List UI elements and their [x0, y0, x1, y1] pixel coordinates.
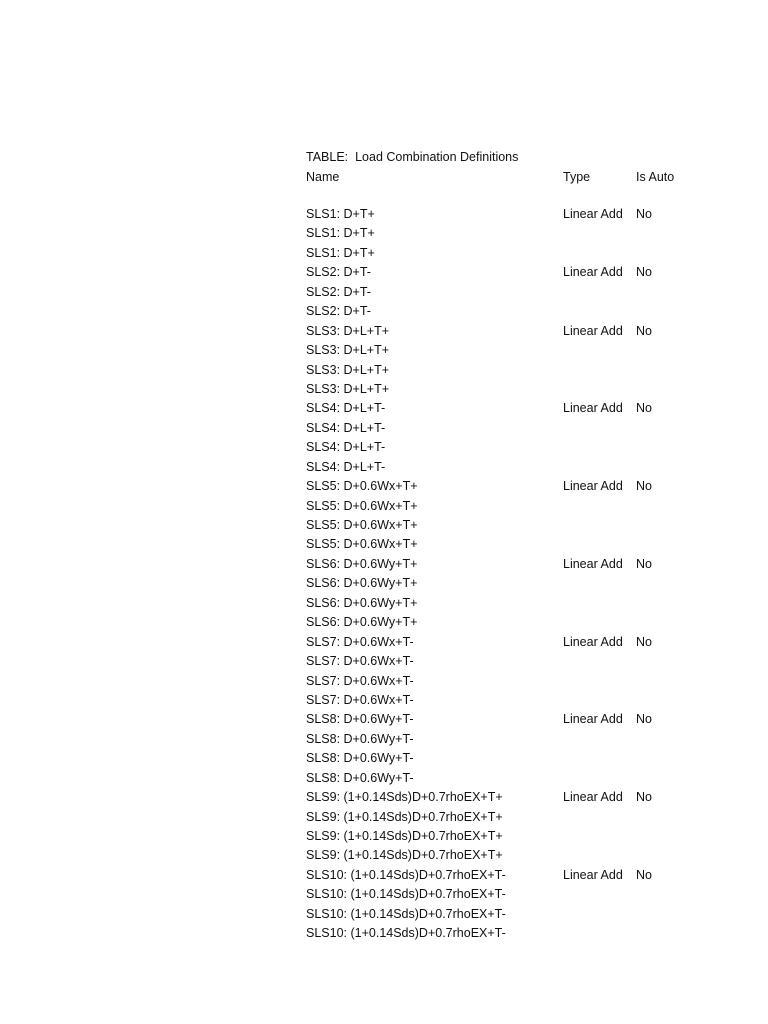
table-row — [306, 827, 746, 846]
row-name-cell: SLS10: (1+0.14Sds)D+0.7rhoEX+T- — [306, 906, 506, 921]
row-type-cell — [563, 594, 636, 613]
row-is-auto-cell — [636, 672, 696, 691]
table-row — [306, 710, 746, 729]
table-row — [306, 341, 746, 360]
row-is-auto-cell: No — [636, 556, 652, 571]
header-is-auto: Is Auto — [636, 170, 675, 184]
row-is-auto-cell — [636, 652, 696, 671]
row-is-auto-cell — [636, 302, 696, 321]
table-row — [306, 555, 746, 574]
table-row — [306, 263, 746, 282]
row-name-cell: SLS5: D+0.6Wx+T+ — [306, 537, 418, 552]
row-name-cell: SLS1: D+T+ — [306, 226, 375, 241]
row-type-cell — [563, 769, 636, 788]
row-name-cell: SLS10: (1+0.14Sds)D+0.7rhoEX+T- — [306, 926, 506, 941]
row-type-cell — [563, 691, 636, 710]
row-is-auto-cell — [636, 594, 696, 613]
row-is-auto-cell — [636, 846, 696, 865]
row-type-cell: Linear Add — [563, 790, 623, 805]
header-type: Type — [563, 170, 591, 184]
table-row — [306, 924, 746, 943]
row-type-cell — [563, 652, 636, 671]
row-name-cell: SLS8: D+0.6Wy+T- — [306, 731, 414, 746]
row-name-cell: SLS4: D+L+T- — [306, 420, 386, 435]
row-name-cell: SLS5: D+0.6Wx+T+ — [306, 498, 418, 513]
row-is-auto-cell: No — [636, 207, 652, 221]
row-is-auto-cell — [636, 224, 696, 243]
row-name-cell: SLS7: D+0.6Wx+T- — [306, 673, 414, 688]
row-name-cell: SLS6: D+0.6Wy+T+ — [306, 556, 418, 571]
row-name-cell: SLS7: D+0.6Wx+T- — [306, 654, 414, 669]
row-type-cell — [563, 497, 636, 516]
row-is-auto-cell — [636, 730, 696, 749]
row-name-cell: SLS6: D+0.6Wy+T+ — [306, 576, 418, 591]
row-is-auto-cell: No — [636, 401, 652, 416]
row-name-cell: SLS2: D+T- — [306, 284, 371, 299]
row-name-cell: SLS5: D+0.6Wx+T+ — [306, 479, 418, 494]
table-row — [306, 808, 746, 827]
row-type-cell — [563, 672, 636, 691]
row-is-auto-cell — [636, 769, 696, 788]
row-type-cell — [563, 419, 636, 438]
table-row — [306, 535, 746, 554]
table-row — [306, 438, 746, 457]
table-row — [306, 633, 746, 652]
row-name-cell: SLS2: D+T- — [306, 265, 371, 280]
row-is-auto-cell — [636, 438, 696, 457]
row-name-cell: SLS8: D+0.6Wy+T- — [306, 712, 414, 727]
table-header-row — [306, 167, 746, 187]
table-row — [306, 205, 746, 224]
row-name-cell: SLS7: D+0.6Wx+T- — [306, 634, 414, 649]
row-type-cell — [563, 574, 636, 593]
table-row — [306, 419, 746, 438]
row-is-auto-cell — [636, 613, 696, 632]
table-row — [306, 380, 746, 399]
row-type-cell — [563, 438, 636, 457]
table-row — [306, 866, 746, 885]
table-row — [306, 749, 746, 768]
table-row — [306, 244, 746, 263]
row-is-auto-cell — [636, 458, 696, 477]
table-row — [306, 730, 746, 749]
row-type-cell: Linear Add — [563, 634, 623, 649]
row-name-cell: SLS8: D+0.6Wy+T- — [306, 751, 414, 766]
load-combination-table — [306, 147, 746, 944]
table-title: TABLE: Load Combination Definitions — [306, 150, 519, 164]
row-type-cell — [563, 341, 636, 360]
table-row — [306, 652, 746, 671]
row-is-auto-cell — [636, 924, 696, 943]
table-row — [306, 574, 746, 593]
row-type-cell: Linear Add — [563, 556, 623, 571]
row-is-auto-cell: No — [636, 265, 652, 280]
table-row — [306, 788, 746, 807]
table-row — [306, 458, 746, 477]
row-is-auto-cell — [636, 244, 696, 263]
table-row — [306, 516, 746, 535]
row-type-cell — [563, 283, 636, 302]
table-row — [306, 885, 746, 904]
row-type-cell — [563, 302, 636, 321]
row-is-auto-cell: No — [636, 634, 652, 649]
row-is-auto-cell: No — [636, 790, 652, 805]
table-row — [306, 497, 746, 516]
table-row — [306, 594, 746, 613]
table-row — [306, 769, 746, 788]
row-type-cell — [563, 846, 636, 865]
row-type-cell: Linear Add — [563, 401, 623, 416]
row-is-auto-cell — [636, 516, 696, 535]
row-name-cell: SLS9: (1+0.14Sds)D+0.7rhoEX+T+ — [306, 829, 503, 843]
row-name-cell: SLS4: D+L+T- — [306, 459, 386, 474]
row-type-cell — [563, 730, 636, 749]
row-name-cell: SLS8: D+0.6Wy+T- — [306, 770, 414, 785]
row-name-cell: SLS3: D+L+T+ — [306, 381, 390, 396]
row-is-auto-cell: No — [636, 323, 652, 338]
row-is-auto-cell — [636, 691, 696, 710]
table-row — [306, 613, 746, 632]
row-name-cell: SLS1: D+T+ — [306, 207, 375, 221]
header-spacer — [306, 187, 746, 205]
row-type-cell — [563, 535, 636, 554]
row-name-cell: SLS3: D+L+T+ — [306, 362, 390, 377]
row-name-cell: SLS9: (1+0.14Sds)D+0.7rhoEX+T+ — [306, 848, 503, 863]
row-type-cell — [563, 613, 636, 632]
row-type-cell — [563, 905, 636, 924]
row-is-auto-cell — [636, 574, 696, 593]
row-name-cell: SLS5: D+0.6Wx+T+ — [306, 518, 418, 532]
row-name-cell: SLS6: D+0.6Wy+T+ — [306, 615, 418, 630]
row-type-cell — [563, 380, 636, 399]
row-is-auto-cell — [636, 380, 696, 399]
row-is-auto-cell — [636, 827, 696, 846]
row-type-cell: Linear Add — [563, 867, 623, 882]
row-is-auto-cell — [636, 283, 696, 302]
row-is-auto-cell — [636, 808, 696, 827]
row-name-cell: SLS4: D+L+T- — [306, 401, 386, 416]
row-is-auto-cell: No — [636, 712, 652, 727]
row-type-cell: Linear Add — [563, 323, 623, 338]
row-type-cell — [563, 827, 636, 846]
row-type-cell — [563, 458, 636, 477]
table-row — [306, 302, 746, 321]
row-type-cell — [563, 749, 636, 768]
row-is-auto-cell — [636, 749, 696, 768]
row-name-cell: SLS4: D+L+T- — [306, 440, 386, 455]
row-name-cell: SLS9: (1+0.14Sds)D+0.7rhoEX+T+ — [306, 809, 503, 824]
row-name-cell: SLS2: D+T- — [306, 304, 371, 319]
row-type-cell — [563, 924, 636, 943]
row-type-cell: Linear Add — [563, 479, 623, 494]
row-name-cell: SLS3: D+L+T+ — [306, 343, 390, 358]
table-row — [306, 905, 746, 924]
row-name-cell: SLS9: (1+0.14Sds)D+0.7rhoEX+T+ — [306, 790, 503, 805]
table-row — [306, 399, 746, 418]
header-name: Name — [306, 170, 340, 184]
table-body — [306, 205, 746, 944]
row-name-cell: SLS6: D+0.6Wy+T+ — [306, 595, 418, 610]
row-is-auto-cell — [636, 497, 696, 516]
table-row — [306, 283, 746, 302]
row-is-auto-cell — [636, 361, 696, 380]
row-type-cell — [563, 244, 636, 263]
row-name-cell: SLS3: D+L+T+ — [306, 323, 390, 338]
table-row — [306, 846, 746, 865]
table-row — [306, 224, 746, 243]
row-name-cell: SLS10: (1+0.14Sds)D+0.7rhoEX+T- — [306, 867, 506, 882]
row-name-cell: SLS1: D+T+ — [306, 245, 375, 260]
table-row — [306, 322, 746, 341]
row-type-cell — [563, 224, 636, 243]
row-type-cell: Linear Add — [563, 265, 623, 280]
row-is-auto-cell: No — [636, 867, 652, 882]
row-name-cell: SLS7: D+0.6Wx+T- — [306, 692, 414, 707]
table-row — [306, 477, 746, 496]
row-is-auto-cell: No — [636, 479, 652, 494]
row-is-auto-cell — [636, 885, 696, 904]
row-type-cell — [563, 361, 636, 380]
row-type-cell — [563, 885, 636, 904]
row-type-cell: Linear Add — [563, 207, 623, 221]
row-type-cell: Linear Add — [563, 712, 623, 727]
table-row — [306, 672, 746, 691]
table-row — [306, 361, 746, 380]
row-is-auto-cell — [636, 535, 696, 554]
row-type-cell — [563, 808, 636, 827]
row-is-auto-cell — [636, 905, 696, 924]
row-is-auto-cell — [636, 419, 696, 438]
row-type-cell — [563, 516, 636, 535]
row-name-cell: SLS10: (1+0.14Sds)D+0.7rhoEX+T- — [306, 887, 506, 902]
table-row — [306, 691, 746, 710]
row-is-auto-cell — [636, 341, 696, 360]
